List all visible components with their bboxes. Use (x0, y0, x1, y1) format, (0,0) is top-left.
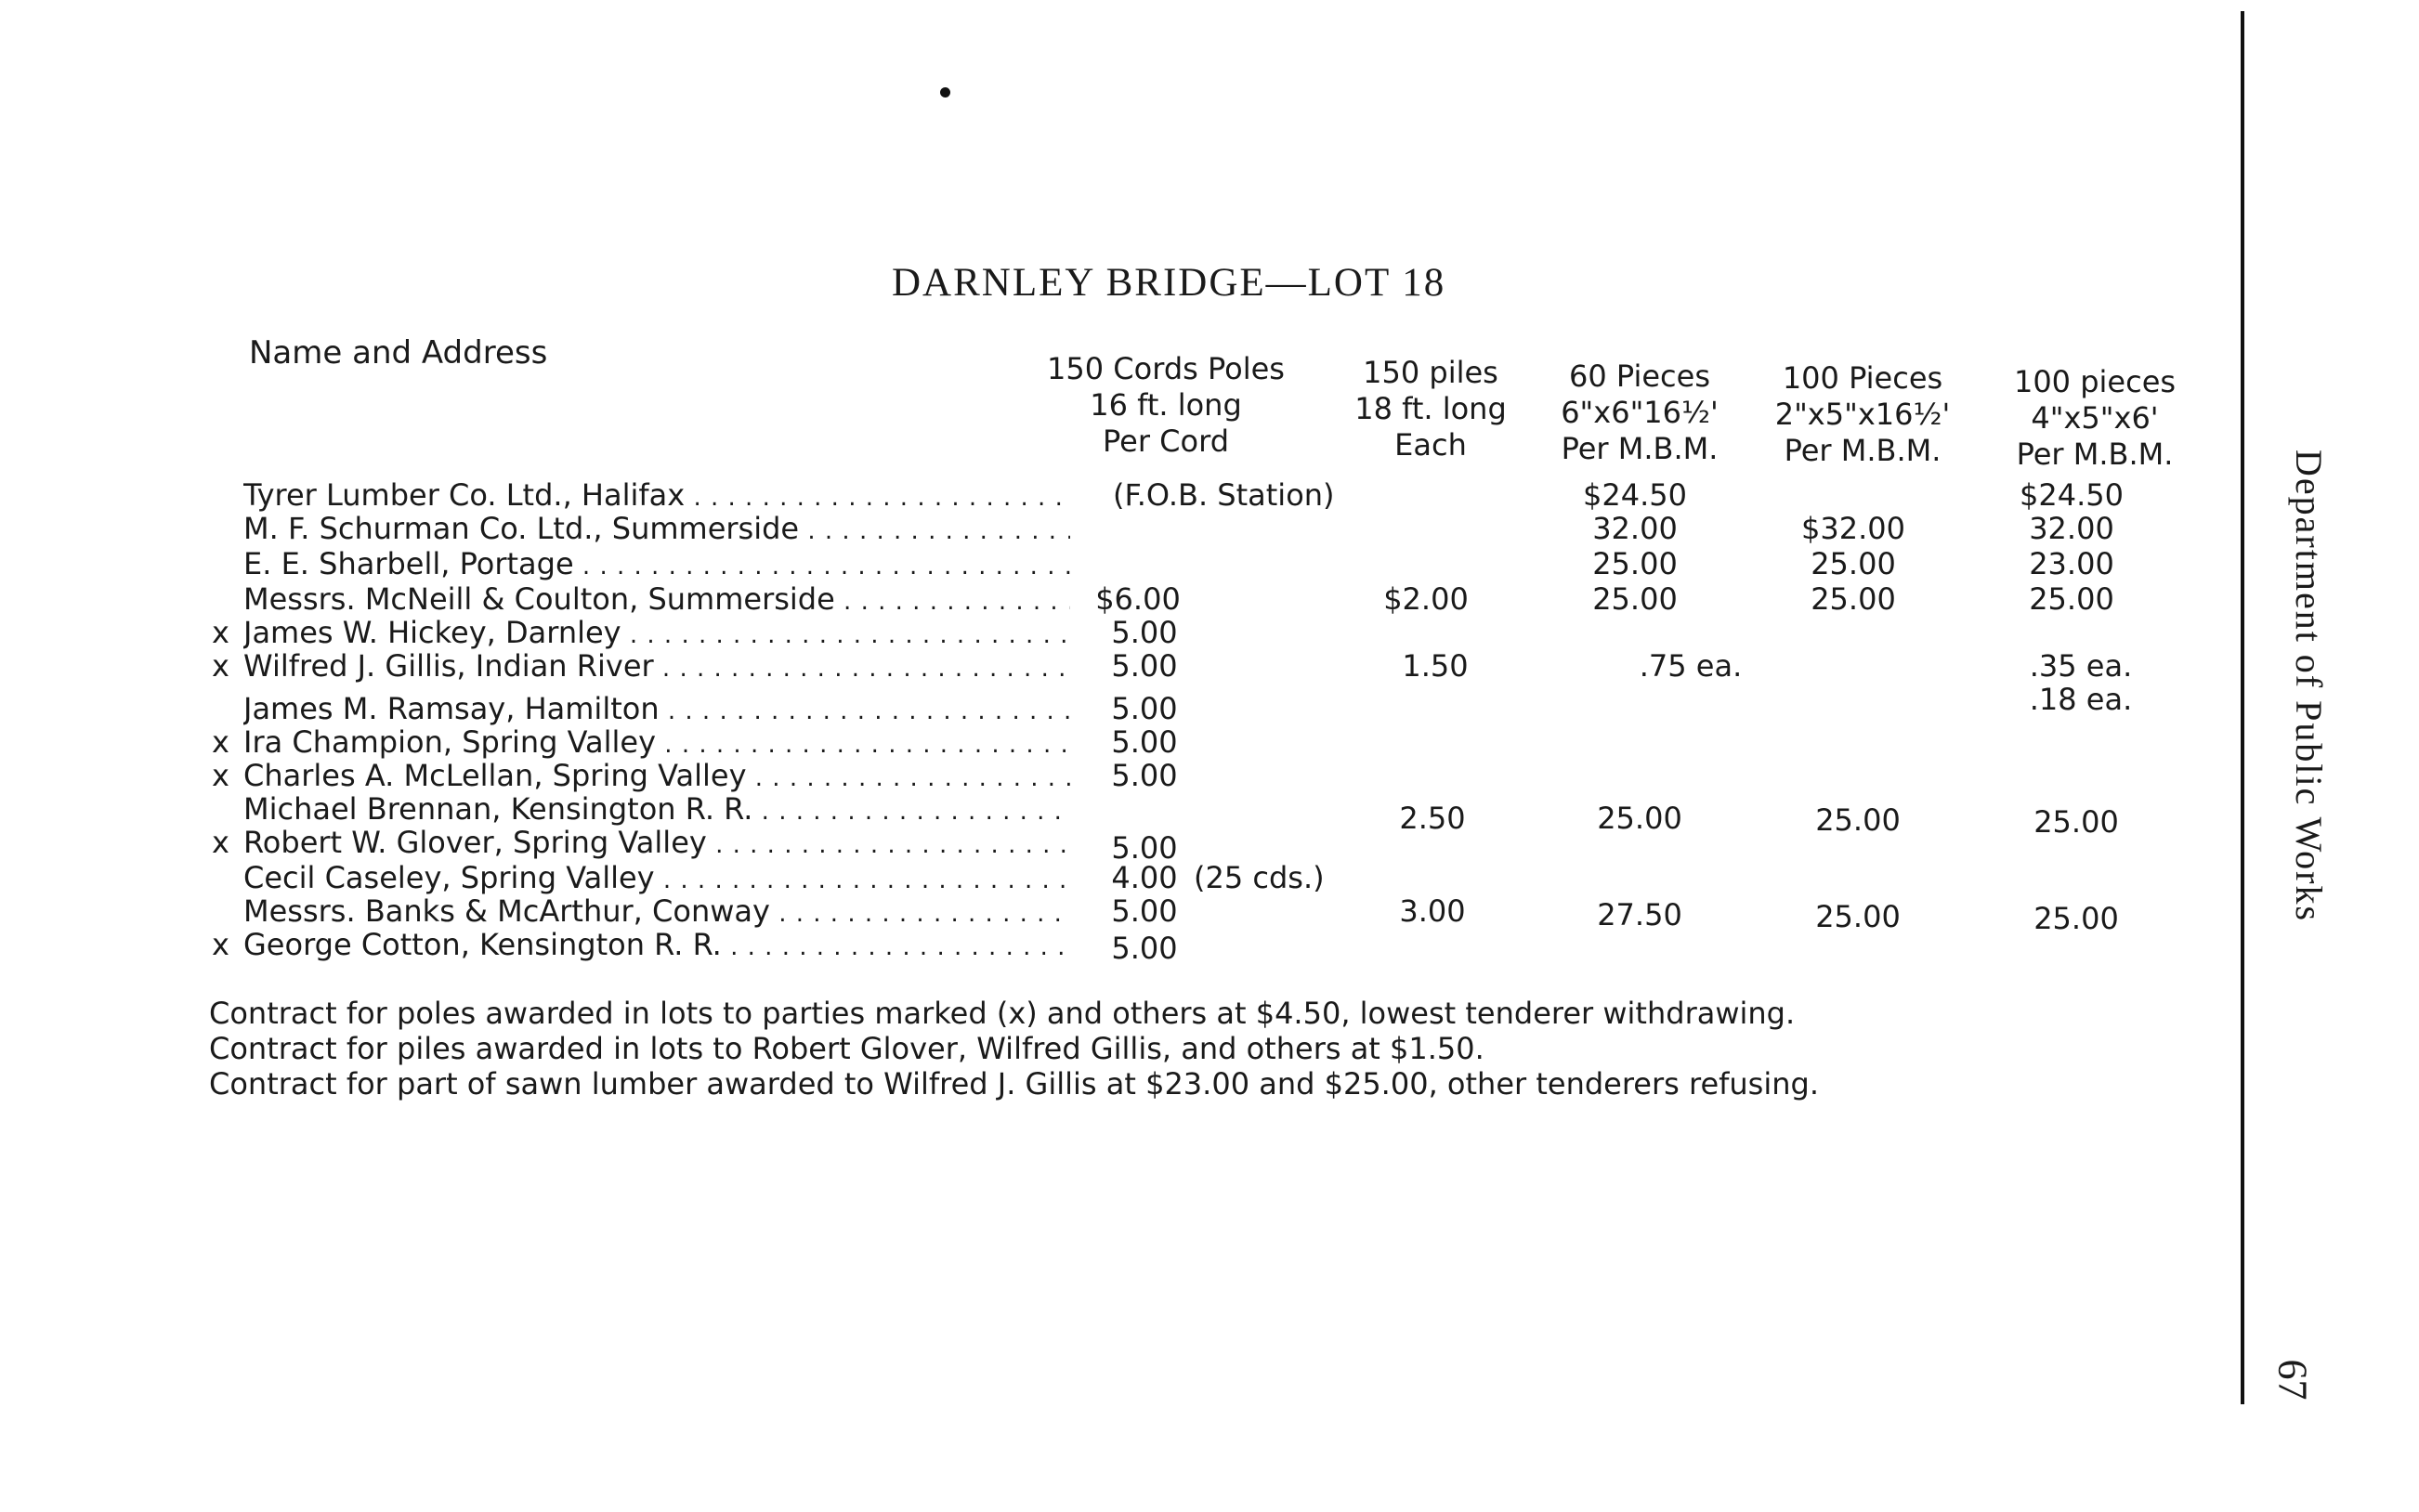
price-6x6: $24.50 (1583, 477, 1687, 513)
table-row (0, 825, 2419, 866)
margin-rule (2241, 11, 2244, 1404)
price-piles: $2.00 (1383, 581, 1469, 617)
footnote-piles: Contract for piles awarded in lots to Robert Glover, Wilfred Gillis, and others at $1.50. (209, 1031, 1484, 1066)
award-mark: x (212, 724, 229, 760)
tenderer-name: James M. Ramsay, Hamilton . . . (243, 691, 1070, 726)
price-6x6: 32.00 (1592, 511, 1678, 546)
price-6x6: 25.00 (1597, 801, 1682, 836)
tenderer-name: James W. Hickey, Darnley . . . (243, 615, 1070, 650)
price-4x5: 23.00 (2029, 546, 2114, 581)
price-poles: 5.00 (1111, 648, 1178, 684)
table-row (0, 893, 2419, 936)
price-poles: 5.00 (1111, 893, 1178, 929)
price-poles: 4.00 (1111, 860, 1178, 895)
table-row (0, 682, 2419, 726)
column-header-6x6: 60 Pieces 6"x6"16½' Per M.B.M. (1561, 358, 1719, 466)
price-6x6: 25.00 (1592, 546, 1678, 581)
page-number: 67 (2269, 1359, 2316, 1401)
award-mark: x (212, 927, 229, 962)
award-mark: x (212, 758, 229, 793)
name-address-header: Name and Address (249, 334, 548, 371)
price-poles: 5.00 (1111, 691, 1178, 726)
price-4x5: .35 ea. (2029, 648, 2133, 684)
price-poles: 5.00 (1111, 758, 1178, 793)
price-2x5: 25.00 (1815, 802, 1901, 838)
table-row (0, 581, 2419, 615)
row-note: (F.O.B. Station) (1113, 477, 1335, 513)
tenderer-name: Messrs. McNeill & Coulton, Summerside . . . (243, 581, 1070, 617)
tenderer-name: Charles A. McLellan, Spring Valley . . . (243, 758, 1070, 793)
ink-dot (940, 87, 950, 98)
department-running-head: Department of Public Works (2288, 450, 2330, 923)
footnote-poles: Contract for poles awarded in lots to parties marked (x) and others at $4.50, lowest tenderer withdrawing. (209, 996, 1796, 1031)
table-row (0, 511, 2419, 544)
price-4x5: 25.00 (2029, 581, 2114, 617)
table-row (0, 860, 2419, 893)
column-header-piles: 150 piles 18 ft. long Each (1354, 355, 1507, 463)
table-row (0, 724, 2419, 758)
award-mark: x (212, 648, 229, 684)
price-piles: 1.50 (1402, 648, 1469, 684)
price-4x5: 32.00 (2029, 511, 2114, 546)
price-piles: 3.00 (1399, 893, 1466, 929)
price-6x6: 27.50 (1597, 897, 1682, 932)
tenderer-name: Tyrer Lumber Co. Ltd., Halifax . . . (243, 477, 1070, 513)
tenderer-name: George Cotton, Kensington R. R. . . . (243, 927, 1070, 962)
price-2x5: 25.00 (1811, 581, 1896, 617)
price-poles: 5.00 (1111, 724, 1178, 760)
tenderer-name: Wilfred J. Gillis, Indian River . . . (243, 648, 1070, 684)
price-poles: 5.00 (1111, 615, 1178, 650)
price-piles: 2.50 (1399, 801, 1466, 836)
price-2x5: 25.00 (1815, 899, 1901, 934)
price-4x5: .18 ea. (2029, 682, 2133, 717)
price-4x5: 25.00 (2033, 901, 2119, 936)
footnote-lumber: Contract for part of sawn lumber awarded to Wilfred J. Gillis at $23.00 and $25.00, other tenderers refusing. (209, 1066, 1819, 1101)
tenderer-name: Michael Brennan, Kensington R. R. . . . (243, 791, 1070, 827)
column-header-2x5: 100 Pieces 2"x5"x16½' Per M.B.M. (1774, 360, 1951, 468)
table-row (0, 648, 2419, 682)
tenderer-name: Cecil Caseley, Spring Valley . . . (243, 860, 1070, 895)
price-poles: 5.00 (1111, 830, 1178, 866)
table-row (0, 758, 2419, 791)
award-mark: x (212, 615, 229, 650)
tenderer-name: Messrs. Banks & McArthur, Conway . . . (243, 893, 1070, 929)
row-note: (25 cds.) (1194, 860, 1325, 895)
price-2x5: 25.00 (1811, 546, 1896, 581)
table-row (0, 791, 2419, 840)
price-poles: 5.00 (1111, 931, 1178, 966)
price-6x6: 25.00 (1592, 581, 1678, 617)
column-header-poles: 150 Cords Poles 16 ft. long Per Cord (1047, 351, 1285, 459)
tenderer-name: Robert W. Glover, Spring Valley . . . (243, 825, 1070, 860)
table-row (0, 546, 2419, 580)
page-title: DARNLEY BRIDGE—LOT 18 (892, 261, 1446, 305)
tenderer-name: E. E. Sharbell, Portage . . . (243, 546, 1070, 581)
column-header-4x5: 100 pieces 4"x5"x6' Per M.B.M. (2013, 364, 2177, 472)
price-2x5: $32.00 (1801, 511, 1905, 546)
price-4x5: 25.00 (2033, 804, 2119, 840)
award-mark: x (212, 825, 229, 860)
tenderer-name: M. F. Schurman Co. Ltd., Summerside . . . (243, 511, 1070, 546)
price-6x6: .75 ea. (1639, 648, 1743, 684)
table-row (0, 477, 2419, 511)
price-4x5: $24.50 (2020, 477, 2124, 513)
tenderer-name: Ira Champion, Spring Valley . . . (243, 724, 1070, 760)
price-poles: $6.00 (1095, 581, 1181, 617)
table-row (0, 615, 2419, 648)
table-row (0, 927, 2419, 966)
